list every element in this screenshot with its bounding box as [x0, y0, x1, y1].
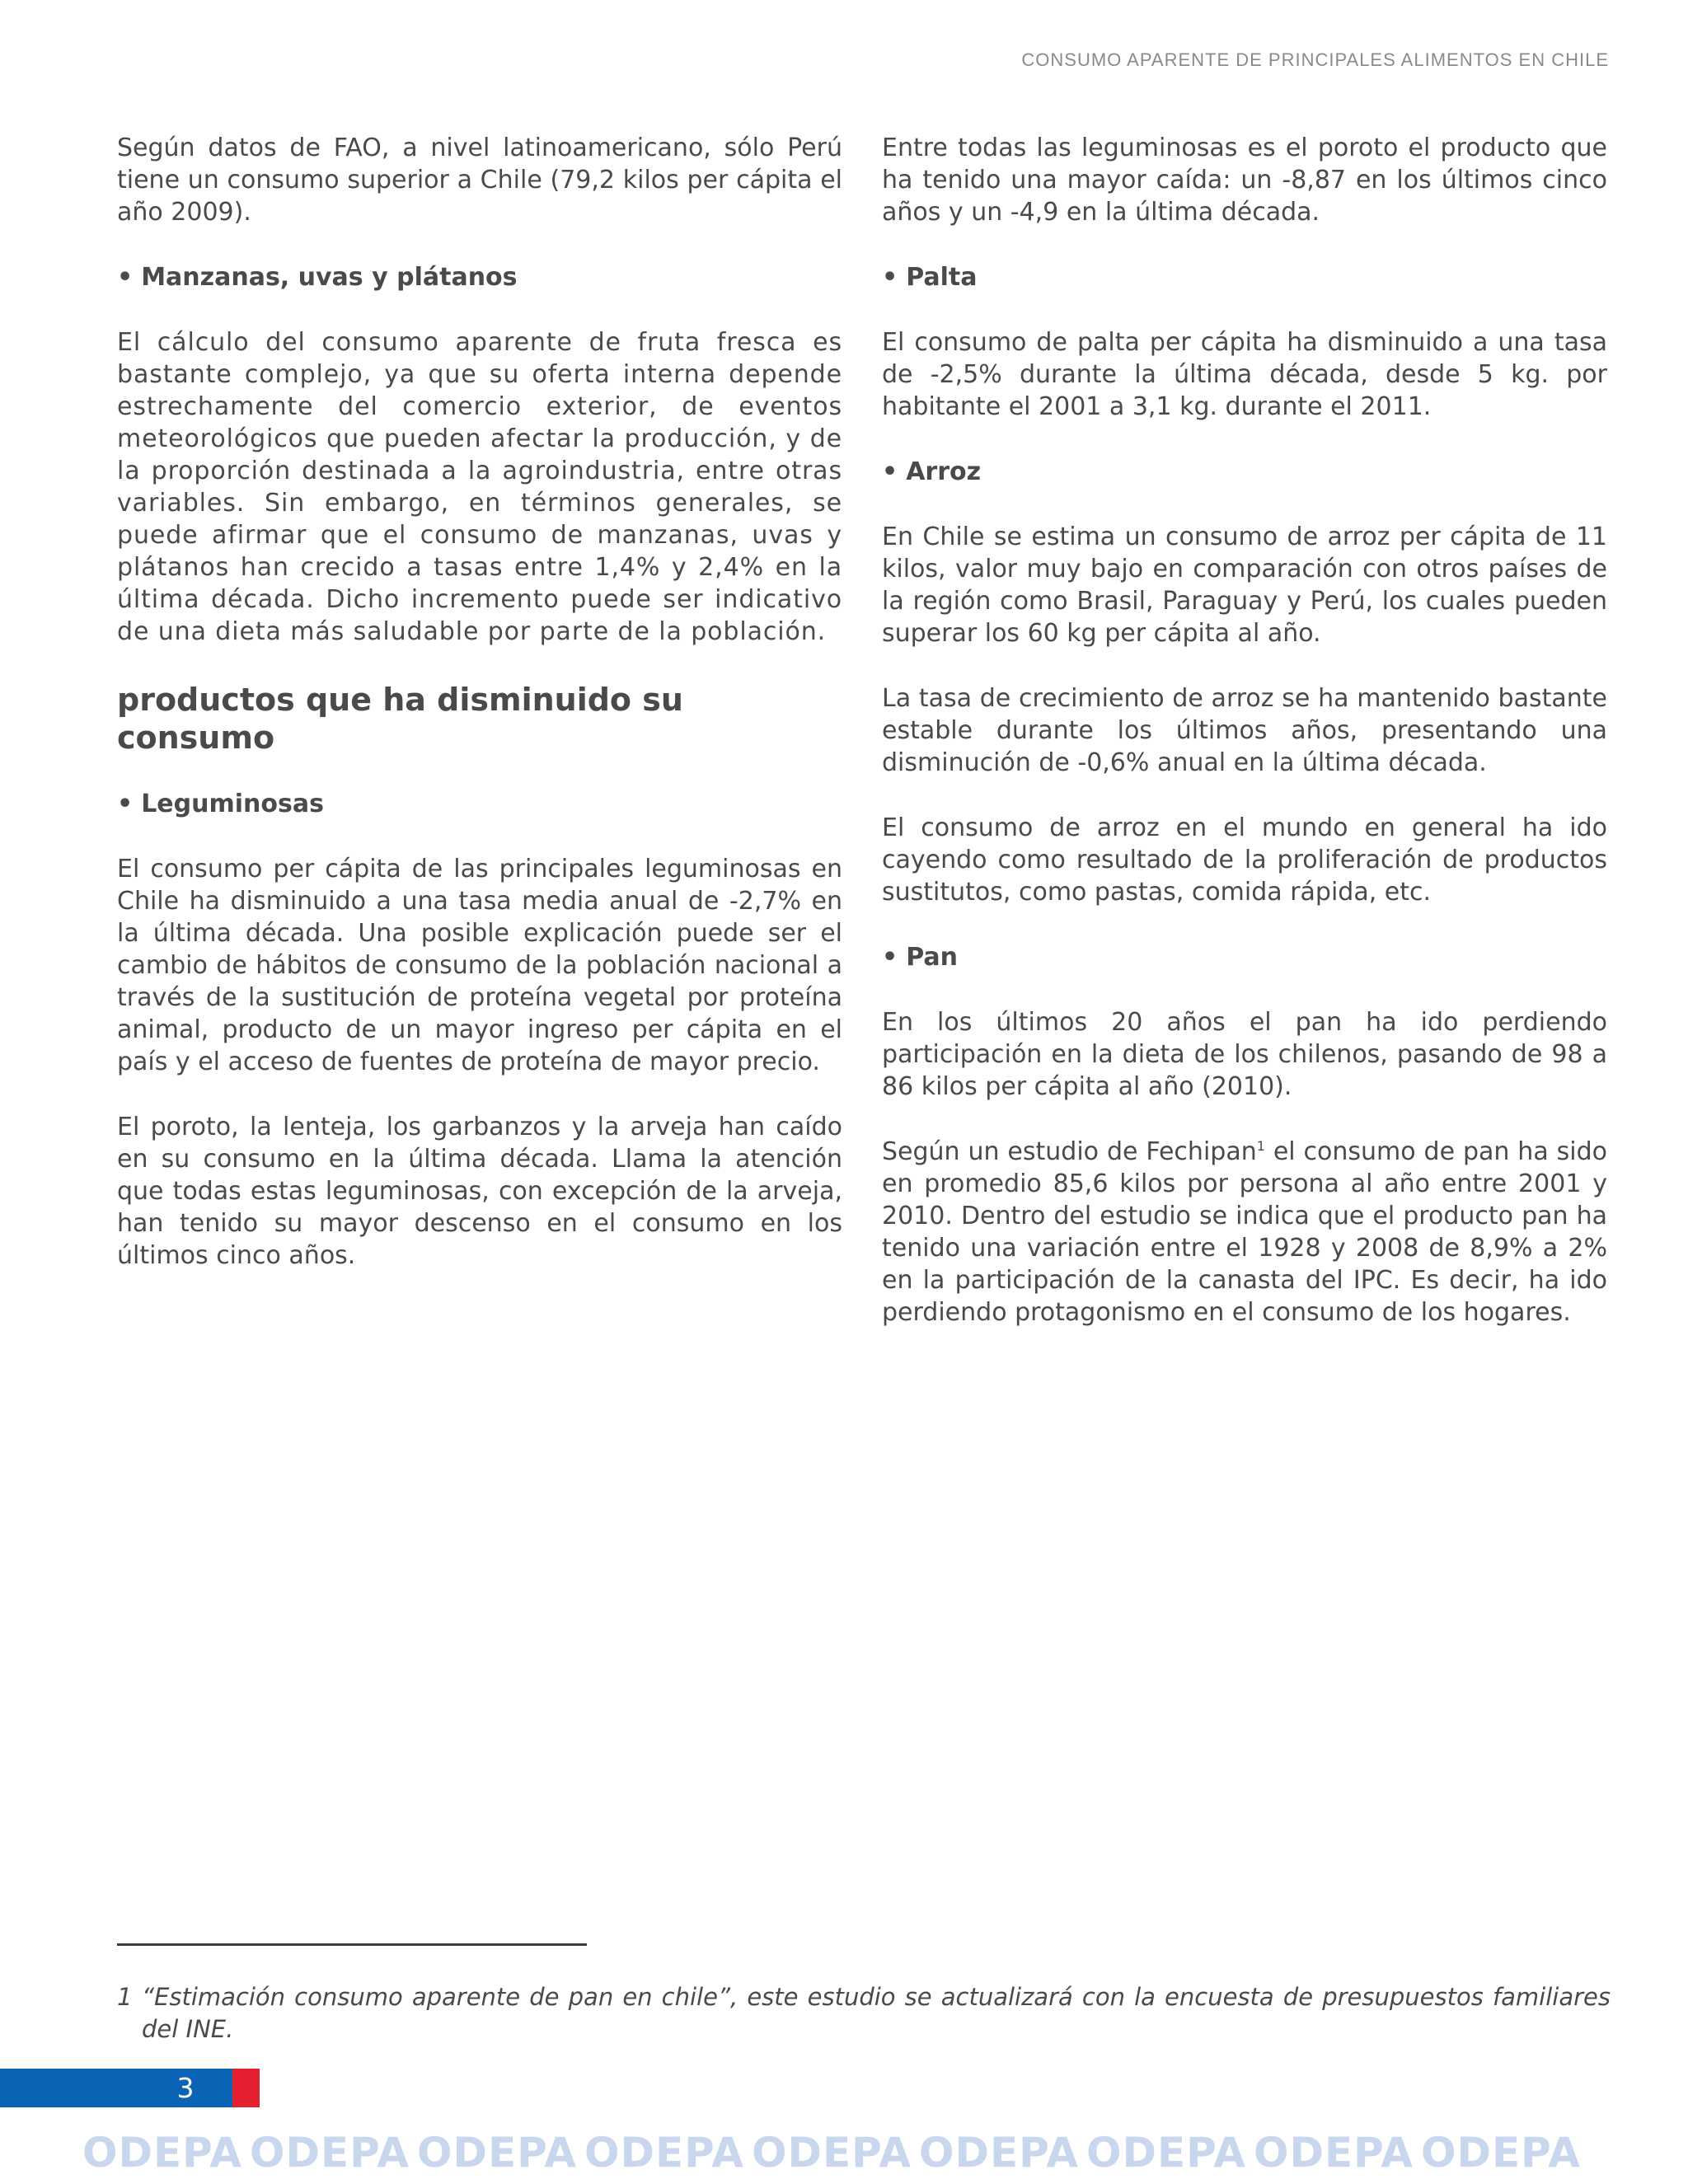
- palta-paragraph: El consumo de palta per cápita ha disminuido a una tasa de -2,5% durante la última década, desde 5 kg. por habitante el 2001 a 3,1 kg. durante el 2011.: [882, 328, 1607, 421]
- pan-paragraph-2: [882, 1136, 1607, 1329]
- arroz-paragraph-3: El consumo de arroz en el mundo en general ha ido cayendo como resultado de la proliferación de productos sustitutos, como pastas, comida rápida, etc.: [882, 813, 1607, 907]
- odepa-watermark-logo: ODEPA: [1421, 2129, 1581, 2177]
- odepa-watermark-logo: ODEPA: [1086, 2129, 1246, 2177]
- running-head: CONSUMO APARENTE DE PRINCIPALES ALIMENTOS EN CHILE: [1021, 49, 1609, 70]
- leguminosas-heading: [117, 788, 842, 820]
- odepa-watermark-logo: ODEPA: [1254, 2129, 1414, 2177]
- arroz-heading-text: Arroz: [906, 457, 982, 486]
- left-column: [117, 132, 842, 1305]
- manzanas-heading-text: Manzanas, uvas y plátanos: [141, 263, 518, 292]
- pan-heading: [882, 941, 1607, 973]
- arroz-paragraph-2: La tasa de crecimiento de arroz se ha mantenido bastante estable durante los últimos años, presentando una disminución de -0,6% anual en la última década.: [882, 684, 1607, 777]
- poroto-paragraph: Entre todas las leguminosas es el poroto el producto que ha tenido una mayor caída: un -8,87 en los últimos cinco años y un -4,9 en la última década.: [882, 134, 1607, 227]
- pan-paragraph-2-end: el consumo de pan ha sido en promedio 85,6 kilos por persona al año entre 2001 y 2010. Dentro del estudio se indica que el producto pan ha tenido una variación entre el 1928 y 2008 de 8,9% a 2% en la participación de la canasta del IPC. Es decir, ha ido perdiendo protagonismo en el consumo de los hogares.: [882, 1137, 1607, 1327]
- leguminosas-heading-text: Leguminosas: [141, 790, 324, 818]
- palta-heading-text: Palta: [906, 263, 978, 292]
- footnote: [117, 1981, 1611, 2046]
- manzanas-paragraph: El cálculo del consumo aparente de fruta fresca es bastante complejo, ya que su oferta interna depende estrechamente del comercio exterior, de eventos meteorológicos que pueden afectar la producción, y de la proporción destinada a la agroindustria, entre otras variables. Sin embargo, en términos generales, se puede afirmar que el consumo de manzanas, uvas y plátanos han crecido a tasas entre 1,4% y 2,4% en la última década. Dicho incremento puede ser indicativo de una dieta más saludable por parte de la población.: [117, 328, 842, 646]
- palta-heading: [882, 261, 1607, 293]
- bullet-icon: •: [117, 263, 134, 292]
- bullet-icon: •: [882, 457, 898, 486]
- footnote-divider: [117, 1943, 587, 1946]
- pan-heading-text: Pan: [906, 943, 958, 972]
- odepa-watermark-row: [0, 2128, 1688, 2177]
- odepa-watermark-logo: ODEPA: [919, 2129, 1079, 2177]
- bullet-icon: •: [117, 790, 134, 818]
- arroz-paragraph-1: En Chile se estima un consumo de arroz per cápita de 11 kilos, valor muy bajo en comparación con otros países de la región como Brasil, Paraguay y Perú, los cuales pueden superar los 60 kg per cápita al año.: [882, 523, 1607, 648]
- page-number-bar: [0, 2069, 260, 2107]
- page-number: 3: [176, 2072, 195, 2104]
- odepa-watermark-logo: ODEPA: [752, 2129, 912, 2177]
- leguminosas-paragraph-1: El consumo per cápita de las principales leguminosas en Chile ha disminuido a una tasa media anual de -2,7% en la última década. Una posible explicación puede ser el cambio de hábitos de consumo de la población nacional a través de la sustitución de proteína vegetal por proteína animal, producto de un mayor ingreso per cápita en el país y el acceso de fuentes de proteína de mayor precio.: [117, 855, 842, 1076]
- pan-paragraph-1: En los últimos 20 años el pan ha ido perdiendo participación en la dieta de los chilenos, pasando de 98 a 86 kilos per cápita al año (2010).: [882, 1008, 1607, 1101]
- footnote-text: “Estimación consumo aparente de pan en chile”, este estudio se actualizará con la encuesta de presupuestos familiares del INE.: [142, 1983, 1611, 2043]
- right-column: [882, 132, 1607, 1361]
- leguminosas-paragraph-2: El poroto, la lenteja, los garbanzos y la arveja han caído en su consumo en la última década. Llama la atención que todas estas leguminosas, con excepción de la arveja, han tenido su mayor descenso en el consumo en los últimos cinco años.: [117, 1113, 842, 1270]
- pan-paragraph-2-start: Según un estudio de Fechipan: [882, 1137, 1257, 1166]
- footnote-number: 1: [117, 1983, 133, 2011]
- arroz-heading: [882, 456, 1607, 488]
- bullet-icon: •: [882, 943, 898, 972]
- section-title: productos que ha disminuido su consumo: [117, 682, 683, 756]
- footnote-reference[interactable]: 1: [1256, 1138, 1265, 1154]
- manzanas-heading: [117, 261, 842, 293]
- odepa-watermark-logo: ODEPA: [82, 2129, 242, 2177]
- odepa-watermark-logo: ODEPA: [250, 2129, 410, 2177]
- bullet-icon: •: [882, 263, 898, 292]
- odepa-watermark-logo: ODEPA: [584, 2129, 744, 2177]
- odepa-watermark-logo: ODEPA: [417, 2129, 577, 2177]
- intro-paragraph: Según datos de FAO, a nivel latinoamericano, sólo Perú tiene un consumo superior a Chile (79,2 kilos per cápita el año 2009).: [117, 134, 842, 227]
- page-bar-red: [232, 2069, 260, 2107]
